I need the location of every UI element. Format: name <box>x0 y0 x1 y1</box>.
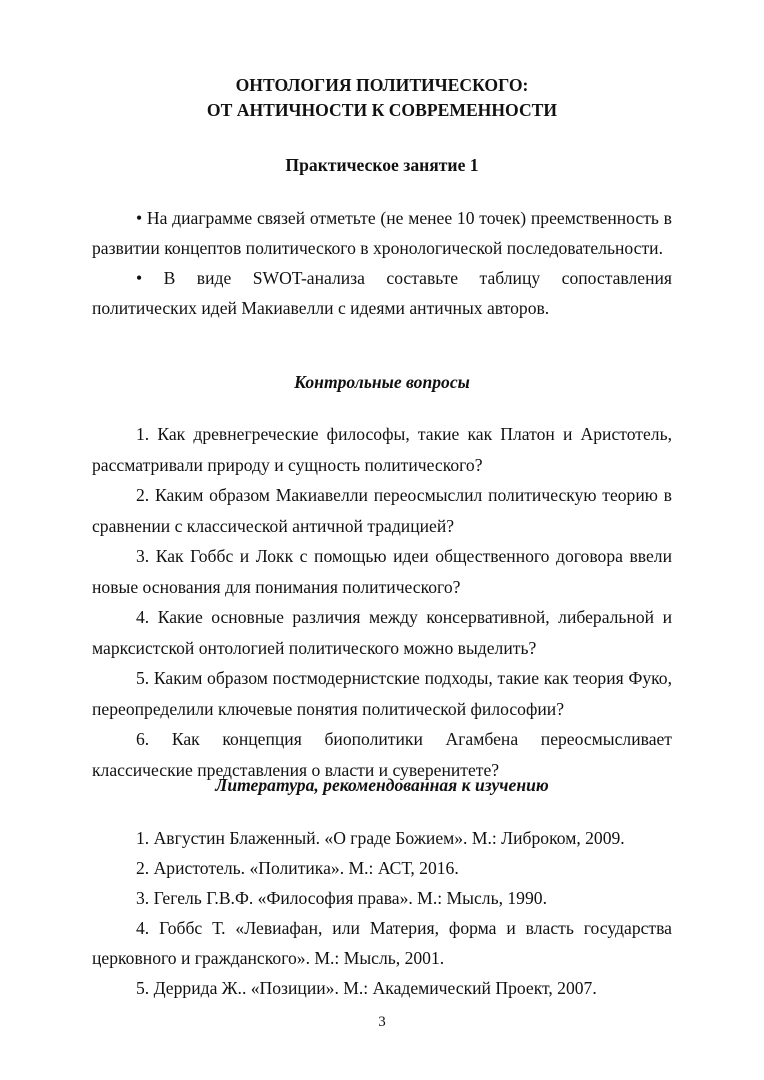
page-title <box>92 73 672 123</box>
practice-item: • На диаграмме связей отметьте (не менее 10 точек) преемственность в развитии концептов политического в хронологической последовательности. <box>92 208 672 258</box>
practice-list <box>92 203 672 323</box>
literature-item: 2. Аристотель. «Политика». М.: АСТ, 2016. <box>136 858 459 878</box>
question-item: 5. Каким образом постмодернистские подходы, такие как теория Фуко, переопределили ключевые понятия политической философии? <box>92 668 672 719</box>
literature-item: 4. Гоббс Т. «Левиафан, или Материя, форма и власть государства церковного и гражданского». М.: Мысль, 2001. <box>92 918 672 968</box>
question-item: 1. Как древнегреческие философы, такие как Платон и Аристотель, рассматривали природу и сущность политического? <box>92 424 672 475</box>
question-item: 3. Как Гоббс и Локк с помощью идеи общественного договора ввели новые основания для понимания политического? <box>92 546 672 597</box>
title-line-2: ОТ АНТИЧНОСТИ К СОВРЕМЕННОСТИ <box>206 100 558 120</box>
page-number: 3 <box>378 1014 386 1030</box>
title-line-1: ОНТОЛОГИЯ ПОЛИТИЧЕСКОГО: <box>235 75 529 95</box>
question-item: 4. Какие основные различия между консервативной, либеральной и марксистской онтологией политического можно выделить? <box>92 607 672 658</box>
literature-heading: Литература, рекомендованная к изучению <box>215 775 549 795</box>
literature-item: 1. Августин Блаженный. «О граде Божием». М.: Либроком, 2009. <box>136 828 625 848</box>
literature-list <box>92 823 672 1003</box>
question-item: 6. Как концепция биополитики Агамбена переосмысливает классические представления о власти и суверенитете? <box>92 729 672 780</box>
questions-heading: Контрольные вопросы <box>294 372 470 392</box>
practice-heading: Практическое занятие 1 <box>285 155 479 175</box>
questions-list <box>92 419 672 785</box>
question-item: 2. Каким образом Макиавелли переосмыслил политическую теорию в сравнении с классической античной традицией? <box>92 485 672 536</box>
literature-item: 3. Гегель Г.В.Ф. «Философия права». М.: Мысль, 1990. <box>136 888 547 908</box>
literature-item: 5. Деррида Ж.. «Позиции». М.: Академический Проект, 2007. <box>136 978 597 998</box>
practice-item: • В виде SWOT-анализа составьте таблицу сопоставления политических идей Макиавелли с идеями античных авторов. <box>92 268 672 318</box>
